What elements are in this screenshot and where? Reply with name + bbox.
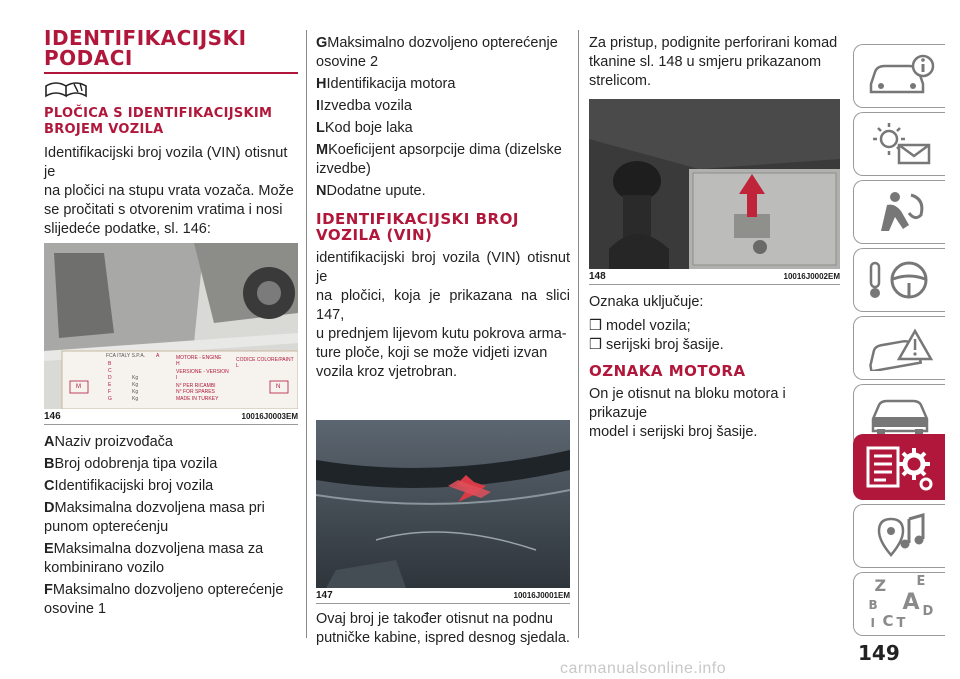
figure-code: 10016J0003EM <box>241 412 298 421</box>
vin-paragraph: identifikacijski broj vozila (VIN) otisnut je na pločici, koja je prikazana na slici 147, u prednjem lijevom kutu pokrova arma- ture ploče, koji se može vidjeti izvan vozila kroz vjetrobran. <box>316 250 570 380</box>
plate-a: A <box>156 353 160 359</box>
technical-data-icon <box>864 442 936 492</box>
column-3 <box>589 34 840 442</box>
vin-heading: IDENTIFIKACIJSKI BROJ VOZILA (VIN) <box>316 210 519 244</box>
bullet-item: ❒ serijski broj šasije. <box>589 337 724 353</box>
plate-motore-h: H <box>176 361 180 367</box>
figure-147-caption <box>316 588 570 604</box>
plate-letter-c: C <box>108 368 112 374</box>
marking-block <box>589 293 840 355</box>
marking-intro: Oznaka uključuje: <box>589 294 704 310</box>
legend-item: CIdentifikacijski broj vozila <box>44 478 214 494</box>
warning-lights-icon <box>865 121 935 167</box>
figure-147-image <box>316 420 570 588</box>
plate-ricambi: N° PER RICAMBI <box>176 383 216 389</box>
column-divider <box>306 30 307 638</box>
legend-item: ANaziv proizvođača <box>44 434 173 450</box>
tab-car-info[interactable] <box>853 44 945 108</box>
figure-number: 148 <box>589 271 606 282</box>
tab-index[interactable] <box>853 572 945 636</box>
index-icon: Z E B A C D I T <box>868 574 934 631</box>
car-info-icon <box>865 54 935 98</box>
bullet-icon: ❒ <box>589 318 602 334</box>
plate-kg: Kg <box>132 375 139 381</box>
figure-code: 10016J0002EM <box>783 272 840 281</box>
legend-item: FMaksimalno dozvoljeno opterećenje osovine 1 <box>44 582 284 617</box>
access-paragraph: Za pristup, podignite perforirani komad tkanine sl. 148 u smjeru prikazanom strelicom. <box>589 35 838 89</box>
bullet-icon: ❒ <box>589 337 602 353</box>
plate-maker: FCA ITALY S.P.A. <box>106 353 146 359</box>
figure-code: 10016J0001EM <box>513 591 570 600</box>
legend-item: DMaksimalna dozvoljena masa pri punom opterećenju <box>44 500 265 535</box>
legend-item: IIzvedba vozila <box>316 98 412 114</box>
tab-multimedia[interactable] <box>853 504 945 568</box>
plate-letter-e: E <box>108 382 112 388</box>
figure-146-caption <box>44 409 298 425</box>
airbag-icon <box>865 189 935 235</box>
plate-codice: CODICE COLORE/PAINT <box>236 357 294 363</box>
bullet-item: ❒ model vozila; <box>589 318 691 334</box>
legend-item: NDodatne upute. <box>316 183 426 199</box>
plate-codice-l: L <box>236 363 239 369</box>
plate-kg: Kg <box>132 389 139 395</box>
legend-item: HIdentifikacija motora <box>316 76 456 92</box>
page-number: 149 <box>858 641 900 665</box>
plate-letter-g: G <box>108 396 112 402</box>
legend-item: MKoeficijent apsorpcije dima (dizelske izvedbe) <box>316 142 562 177</box>
figure-148-image <box>589 99 840 269</box>
section-title: IDENTIFIKACIJSKI PODACI <box>44 26 247 70</box>
title-rule <box>44 72 298 74</box>
plate-motore: MOTORE - ENGINE <box>176 355 222 361</box>
tab-starting-driving[interactable] <box>853 248 945 312</box>
figure-146-image <box>44 243 298 409</box>
plate-m: M <box>76 384 81 390</box>
figure-number: 146 <box>44 411 61 422</box>
id-plate <box>44 351 298 409</box>
legend-item: LKod boje laka <box>316 120 413 136</box>
intro-paragraph: Identifikacijski broj vozila (VIN) otisnut je na pločici na stupu vrata vozača. Može se pročitati s otvorenim vratima i nosi slijedeće podatke, sl. 146: <box>44 145 294 237</box>
legend-list <box>44 433 298 619</box>
steering-wheel-icon <box>865 257 935 303</box>
subsection-title: PLOČICA S IDENTIFIKACIJSKIM BROJEM VOZILA <box>44 106 273 137</box>
column-1 <box>44 28 298 622</box>
plate-kg: Kg <box>132 382 139 388</box>
legend-item: BBroj odobrenja tipa vozila <box>44 456 218 472</box>
plate-letter-f: F <box>108 389 112 395</box>
plate-kg: Kg <box>132 396 139 402</box>
plate-made: MADE IN TURKEY <box>176 396 219 402</box>
plate-spares: N° FOR SPARES <box>176 389 215 395</box>
plate-versione-i: I <box>176 375 178 381</box>
tab-warning-lights[interactable] <box>853 112 945 176</box>
engine-heading: OZNAKA MOTORA <box>589 362 746 380</box>
plate-versione: VERSIONE - VERSION <box>176 369 229 375</box>
tab-technical-data[interactable] <box>853 434 945 500</box>
legend-list-continued <box>316 34 570 201</box>
plate-letter-b: B <box>108 361 112 367</box>
multimedia-icon <box>865 513 935 559</box>
emergency-icon <box>865 325 935 371</box>
watermark: carmanualsonline.info <box>560 660 727 677</box>
plate-letter-d: D <box>108 375 112 381</box>
plate-n: N <box>276 384 281 390</box>
maintenance-car-icon <box>865 393 935 439</box>
column-divider <box>578 30 579 638</box>
legend-item: GMaksimalno dozvoljeno opterećenje osovine 2 <box>316 35 558 70</box>
tab-safety[interactable] <box>853 180 945 244</box>
manual-book-icon <box>44 80 298 100</box>
engine-paragraph: On je otisnut na bloku motora i prikazuje model i serijski broj šasije. <box>589 386 786 440</box>
tab-emergency[interactable] <box>853 316 945 380</box>
column-2 <box>316 34 570 648</box>
figure-number: 147 <box>316 590 333 601</box>
legend-item: EMaksimalna dozvoljena masa za kombinirano vozilo <box>44 541 264 576</box>
figure-148-caption <box>589 269 840 285</box>
vin-floor-note: Ovaj broj je također otisnut na podnu putničke kabine, ispred desnog sjedala. <box>316 611 570 646</box>
